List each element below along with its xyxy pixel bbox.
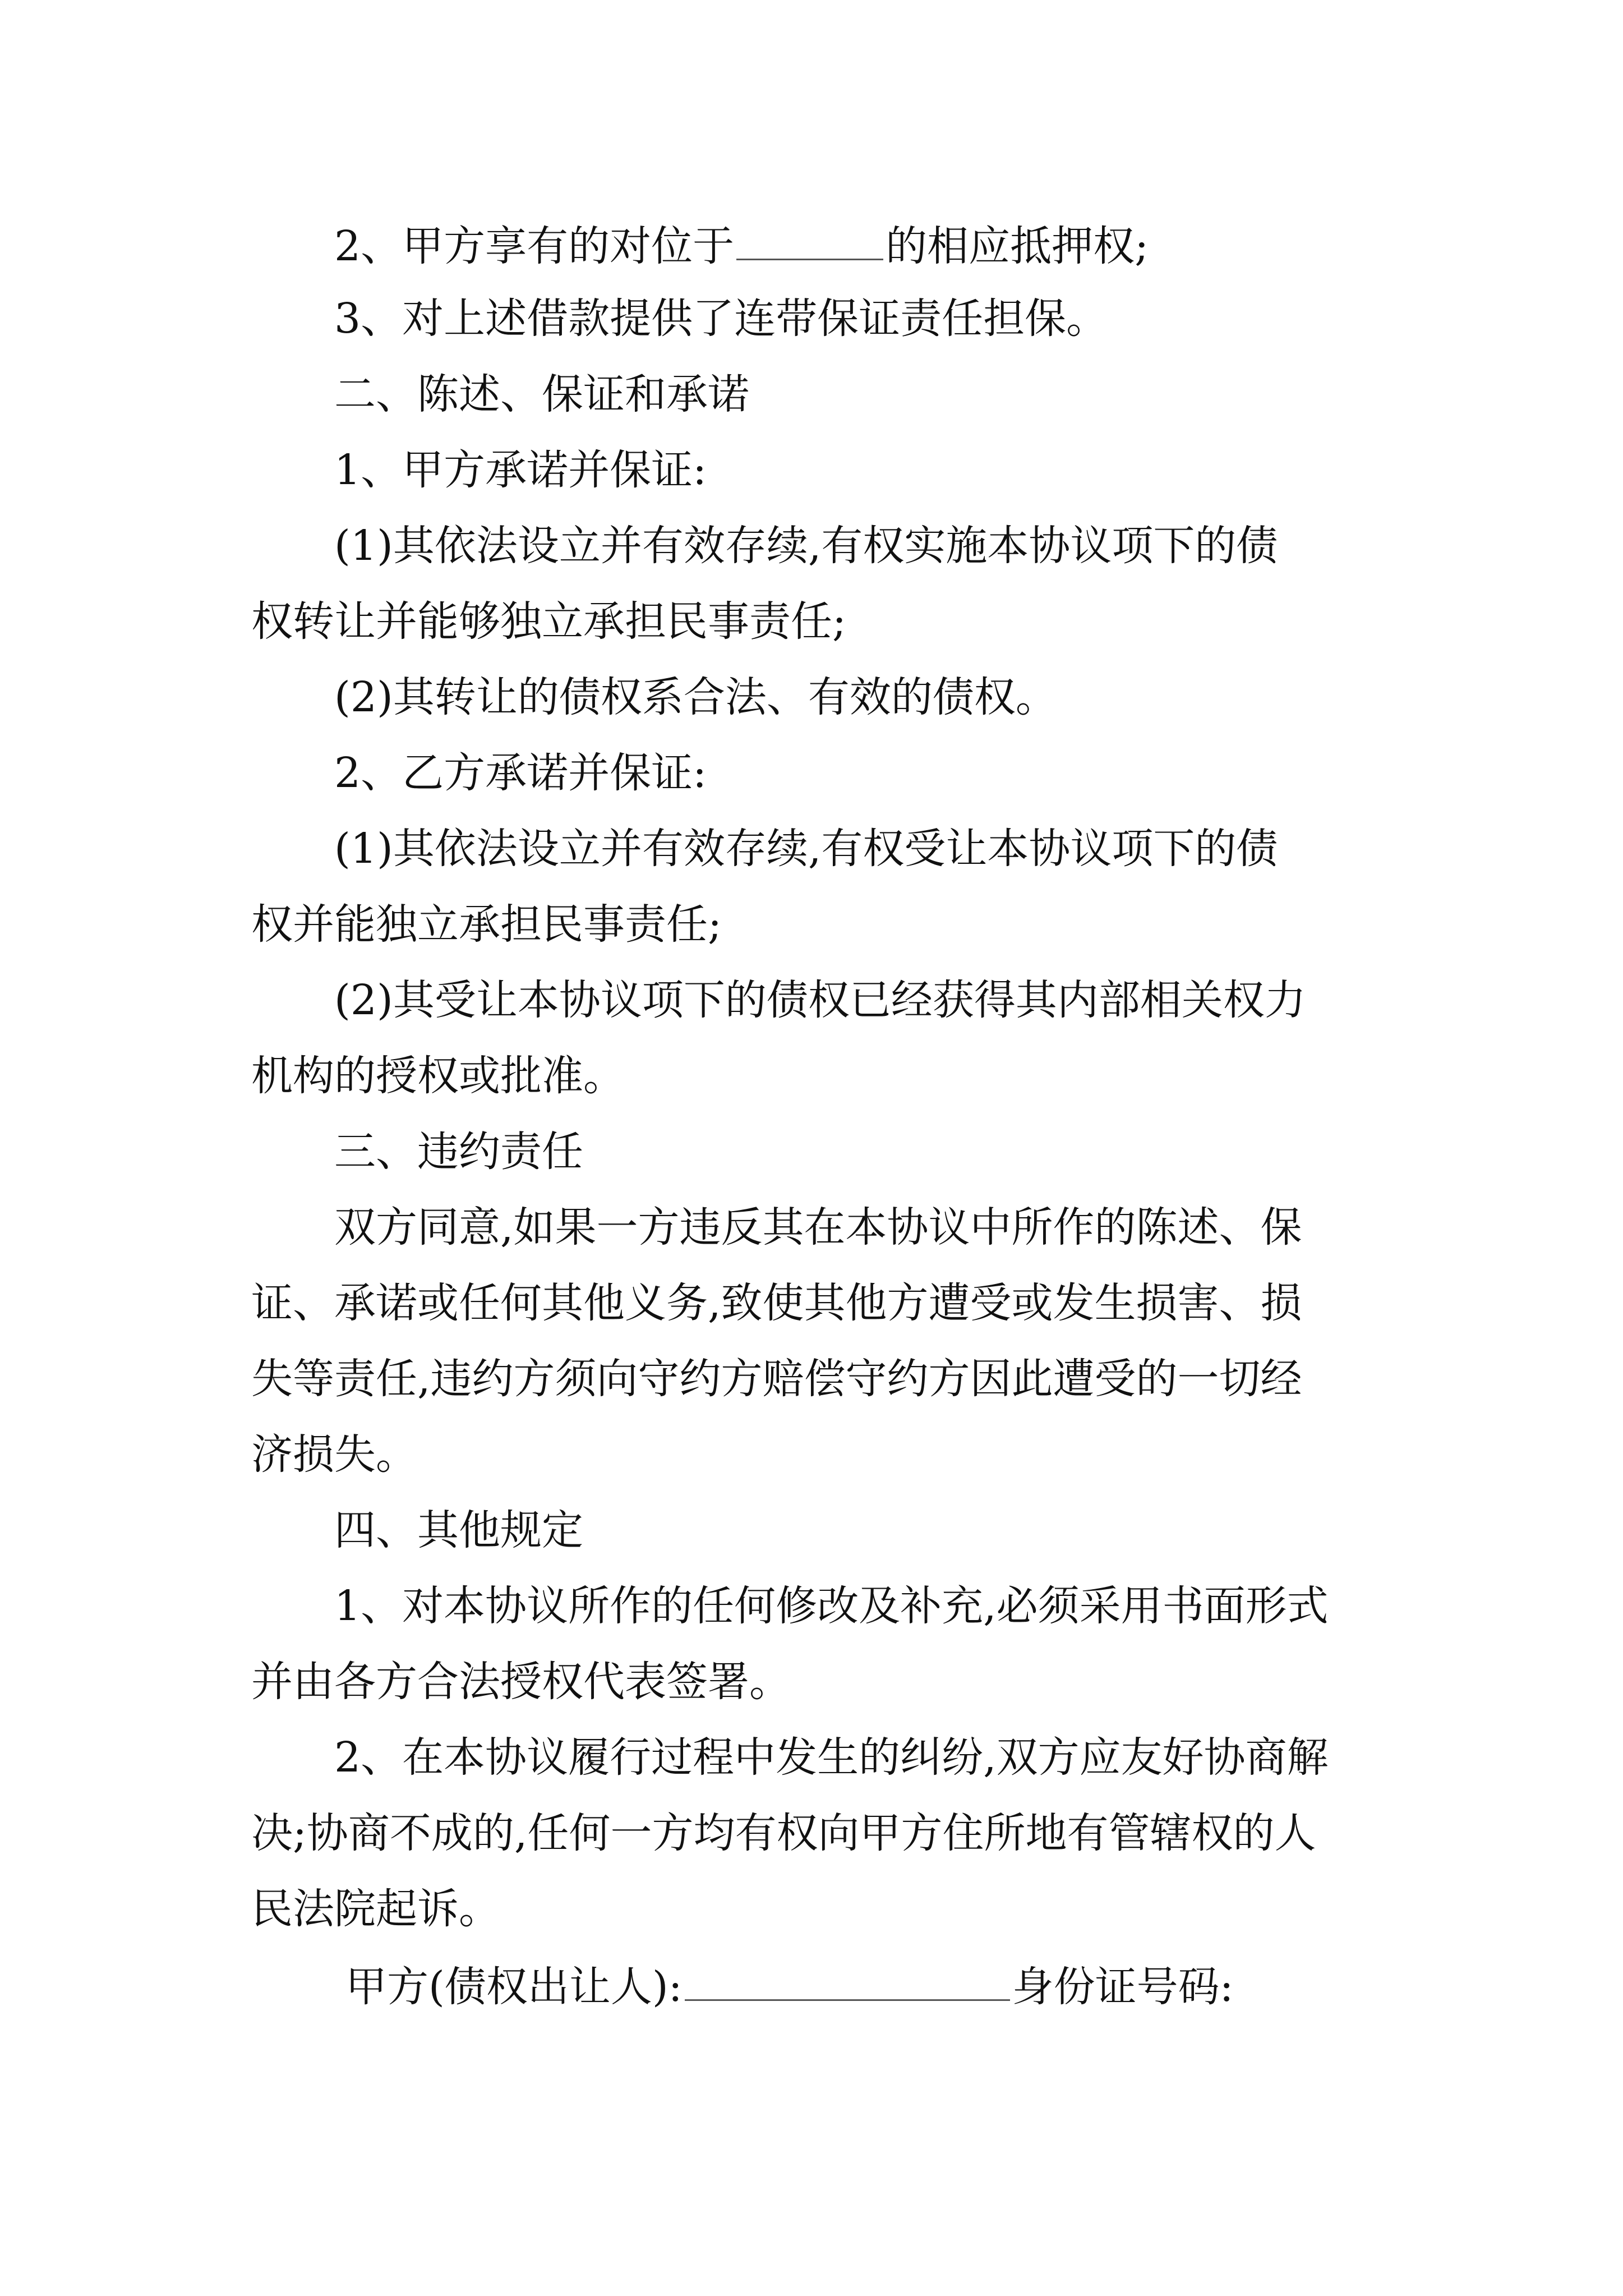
paragraph-line: [334, 1199, 1302, 1255]
heading-text: 1、甲方承诺并保证:: [334, 446, 707, 494]
section-heading-other: [334, 1502, 583, 1558]
paragraph-text: 济损失。: [251, 1430, 417, 1479]
blank-location-field[interactable]: [736, 216, 883, 260]
paragraph-text: 失等责任,违约方须向守约方赔偿守约方因此遭受的一切经: [251, 1355, 1302, 1403]
clause-text: 2、甲方享有的对位于: [334, 222, 735, 270]
paragraph-text: (2)其转让的债权系合法、有效的债权。: [334, 673, 1057, 721]
paragraph-text: 2、在本协议履行过程中发生的纠纷,双方应友好协商解: [334, 1733, 1329, 1782]
paragraph-text: (2)其受让本协议项下的债权已经获得其内部相关权力: [334, 976, 1306, 1024]
paragraph-line: [251, 1427, 417, 1483]
paragraph-line: [334, 972, 1306, 1028]
paragraph-text: 并由各方合法授权代表签署。: [251, 1658, 791, 1706]
paragraph-line: [334, 1729, 1329, 1786]
paragraph-text: 1、对本协议所作的任何修改及补充,必须采用书面形式: [334, 1582, 1329, 1630]
paragraph-text: 双方同意,如果一方违反其在本协议中所作的陈述、保: [334, 1203, 1302, 1251]
signature-line-party-a: [345, 1957, 1234, 2013]
section-heading-representations: [334, 366, 749, 422]
subheading-party-b: [334, 745, 707, 801]
paragraph-line: [251, 1351, 1302, 1407]
clause-text: 的相应抵押权;: [886, 222, 1149, 270]
paragraph-line: [251, 1805, 1316, 1861]
paragraph-text: 权并能独立承担民事责任;: [251, 900, 722, 949]
paragraph-text: 决;协商不成的,任何一方均有权向甲方住所地有管辖权的人: [251, 1809, 1316, 1857]
paragraph-line: [334, 821, 1278, 877]
section-heading-liability: [334, 1124, 583, 1180]
clause-text: 3、对上述借款提供了连带保证责任担保。: [334, 295, 1108, 343]
paragraph-line: [251, 593, 846, 650]
heading-text: 2、乙方承诺并保证:: [334, 749, 707, 797]
paragraph-line: [251, 1048, 625, 1104]
paragraph-text: 机构的授权或批准。: [251, 1052, 625, 1100]
paragraph-line: [251, 1275, 1302, 1331]
paragraph-line: [334, 669, 1057, 725]
paragraph-text: (1)其依法设立并有效存续,有权实施本协议项下的债: [334, 522, 1278, 570]
paragraph-text: 证、承诺或任何其他义务,致使其他方遭受或发生损害、损: [251, 1279, 1302, 1327]
clause-line-mortgage: [334, 216, 1149, 272]
paragraph-line: [334, 1578, 1329, 1634]
signature-label: 甲方(债权出让人):: [345, 1963, 683, 2011]
paragraph-line: [251, 896, 722, 953]
id-number-label: 身份证号码:: [1012, 1963, 1234, 2011]
paragraph-text: (1)其依法设立并有效存续,有权受让本协议项下的债: [334, 825, 1278, 873]
paragraph-line: [251, 1654, 791, 1710]
paragraph-line: [251, 1881, 500, 1937]
heading-text: 四、其他规定: [334, 1506, 583, 1554]
heading-text: 三、违约责任: [334, 1128, 583, 1176]
paragraph-line: [334, 518, 1278, 574]
subheading-party-a: [334, 442, 707, 498]
paragraph-text: 权转让并能够独立承担民事责任;: [251, 597, 846, 646]
paragraph-text: 民法院起诉。: [251, 1885, 500, 1933]
party-a-name-field[interactable]: [685, 1957, 1010, 2001]
heading-text: 二、陈述、保证和承诺: [334, 370, 749, 418]
clause-line-guarantee: [334, 291, 1108, 347]
